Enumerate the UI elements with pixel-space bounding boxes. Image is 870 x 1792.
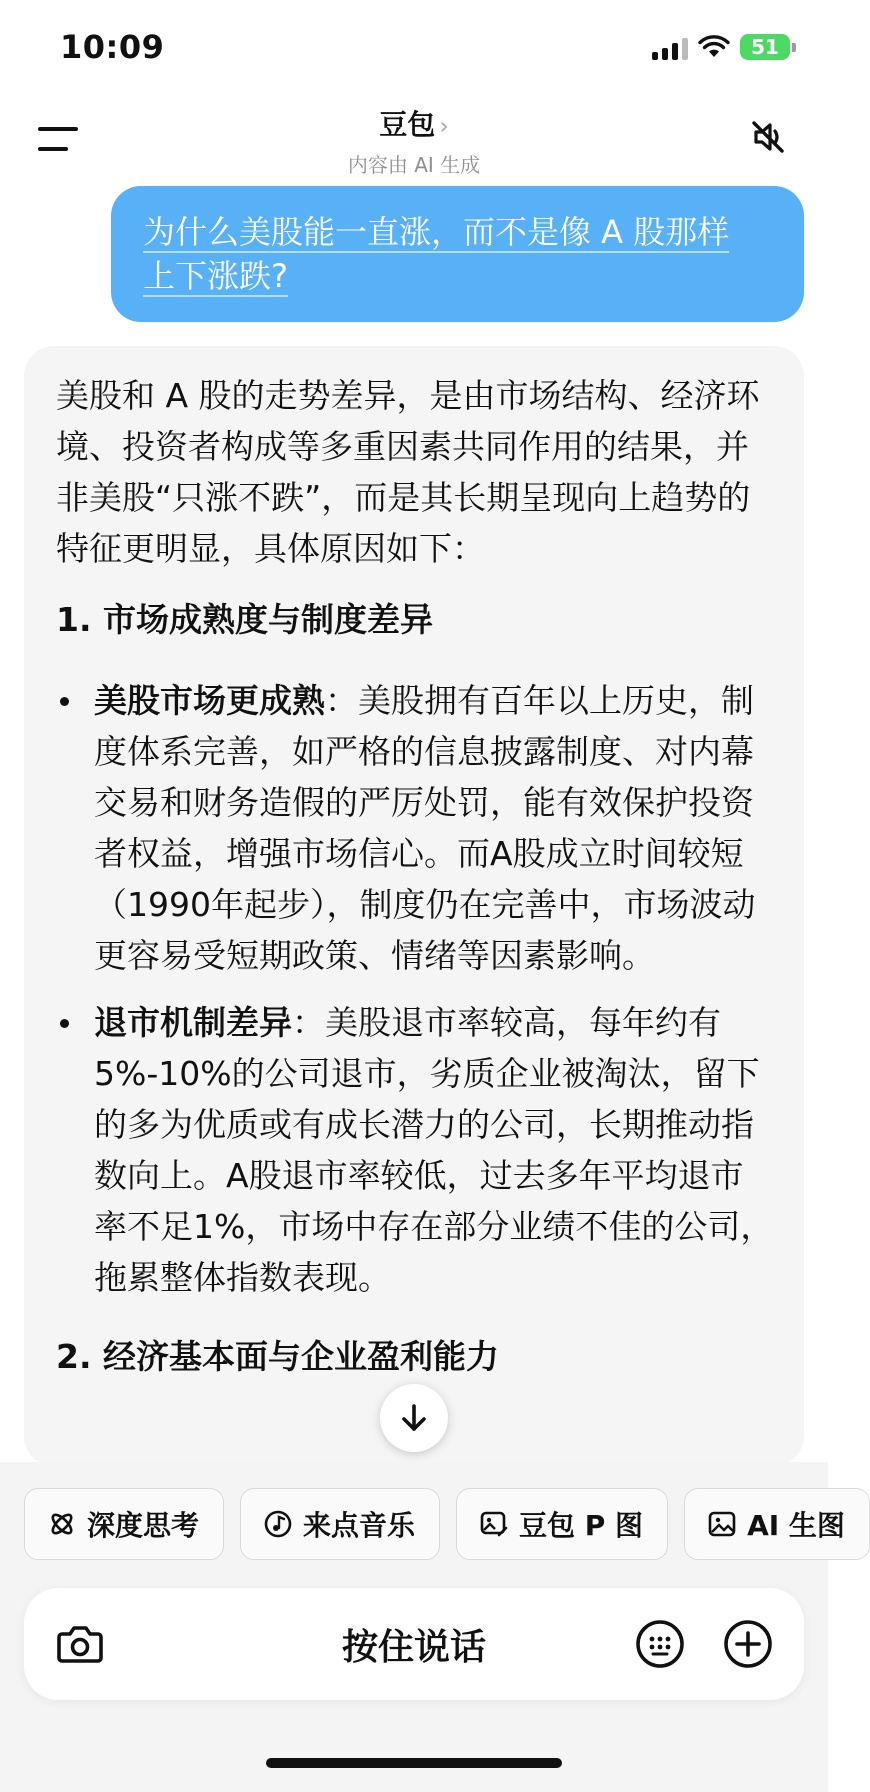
chip-image-edit[interactable] <box>456 1488 668 1560</box>
music-note-icon <box>263 1509 293 1539</box>
wifi-icon <box>698 35 730 59</box>
bullet-title: 退市机制差异 <box>94 1003 292 1042</box>
chat-title-area[interactable] <box>0 103 828 178</box>
status-icons <box>652 34 790 60</box>
user-message-line-2: 上下涨跌? <box>143 257 288 295</box>
chip-label: 豆包 P 图 <box>519 1509 644 1542</box>
user-message-line-1: 为什么美股能一直涨，而不是像 A 股那样 <box>143 213 730 251</box>
chevron-right-icon: › <box>439 112 449 140</box>
chat-title: 豆包 <box>379 108 436 141</box>
chip-label: 来点音乐 <box>303 1509 416 1542</box>
ai-disclaimer: 内容由 AI 生成 <box>347 153 481 177</box>
chip-deep-think[interactable] <box>24 1488 224 1560</box>
plus-icon <box>722 1618 774 1670</box>
keyboard-button[interactable] <box>634 1618 686 1670</box>
quick-action-chips <box>24 1488 870 1560</box>
camera-button[interactable] <box>54 1618 106 1670</box>
speaker-muted-icon <box>746 115 790 159</box>
home-indicator <box>266 1758 562 1768</box>
image-icon <box>707 1509 737 1539</box>
assistant-reply-card <box>24 346 804 1466</box>
chip-label: AI 生图 <box>747 1509 845 1542</box>
reply-intro: 美股和 A 股的走势差异，是由市场结构、经济环境、投资者构成等多重因素共同作用的结果，并非美股“只涨不跌”，而是其长期呈现向上趋势的特征更明显，具体原因如下： <box>56 376 760 568</box>
composer-area <box>0 1462 845 1792</box>
chip-music[interactable] <box>240 1488 440 1560</box>
chip-ai-image[interactable] <box>684 1488 870 1560</box>
list-item <box>56 997 776 1303</box>
message-input-bar <box>24 1588 804 1700</box>
chat-header <box>0 95 828 185</box>
battery-level: 51 <box>751 35 779 59</box>
status-time: 10:09 <box>60 28 165 66</box>
image-edit-icon <box>479 1509 509 1539</box>
camera-icon <box>54 1618 106 1670</box>
deep-think-icon <box>47 1509 77 1539</box>
bullet-list <box>56 675 776 1303</box>
bullet-body: ：美股拥有百年以上历史，制度体系完善，如严格的信息披露制度、对内幕交易和财务造假的严厉处罚，能有效保护投资者权益，增强市场信心。而A股成立时间较短（1990年起步），制度仍在完善中，市场波动更容易受短期政策、情绪等因素影响。 <box>94 681 756 975</box>
bullet-title: 美股市场更成熟 <box>94 681 325 720</box>
hold-to-talk-button[interactable]: 按住说话 <box>341 1626 486 1668</box>
bullet-body: ：美股退市率较高，每年约有5%-10%的公司退市，劣质企业被淘汰，留下的多为优质或有成长潜力的公司，长期推动指数向上。A股退市率较低，过去多年平均退市率不足1%，市场中存在部分业绩不佳的公司，拖累整体指数表现。 <box>94 1003 774 1297</box>
list-item <box>56 675 776 981</box>
signal-icon <box>652 34 688 60</box>
scroll-to-bottom-button[interactable] <box>380 1384 448 1452</box>
speaker-muted-button[interactable] <box>746 115 790 159</box>
arrow-down-icon <box>399 1402 429 1434</box>
battery-charging-icon <box>740 34 790 60</box>
user-message-text <box>143 210 774 298</box>
chip-label: 深度思考 <box>87 1509 200 1542</box>
section-heading: 2. 经济基本面与企业盈利能力 <box>56 1337 499 1376</box>
keyboard-icon <box>634 1618 686 1670</box>
status-bar <box>0 0 828 90</box>
user-message-bubble[interactable] <box>111 186 804 322</box>
section-heading: 1. 市场成熟度与制度差异 <box>56 600 433 639</box>
more-button[interactable] <box>722 1618 774 1670</box>
